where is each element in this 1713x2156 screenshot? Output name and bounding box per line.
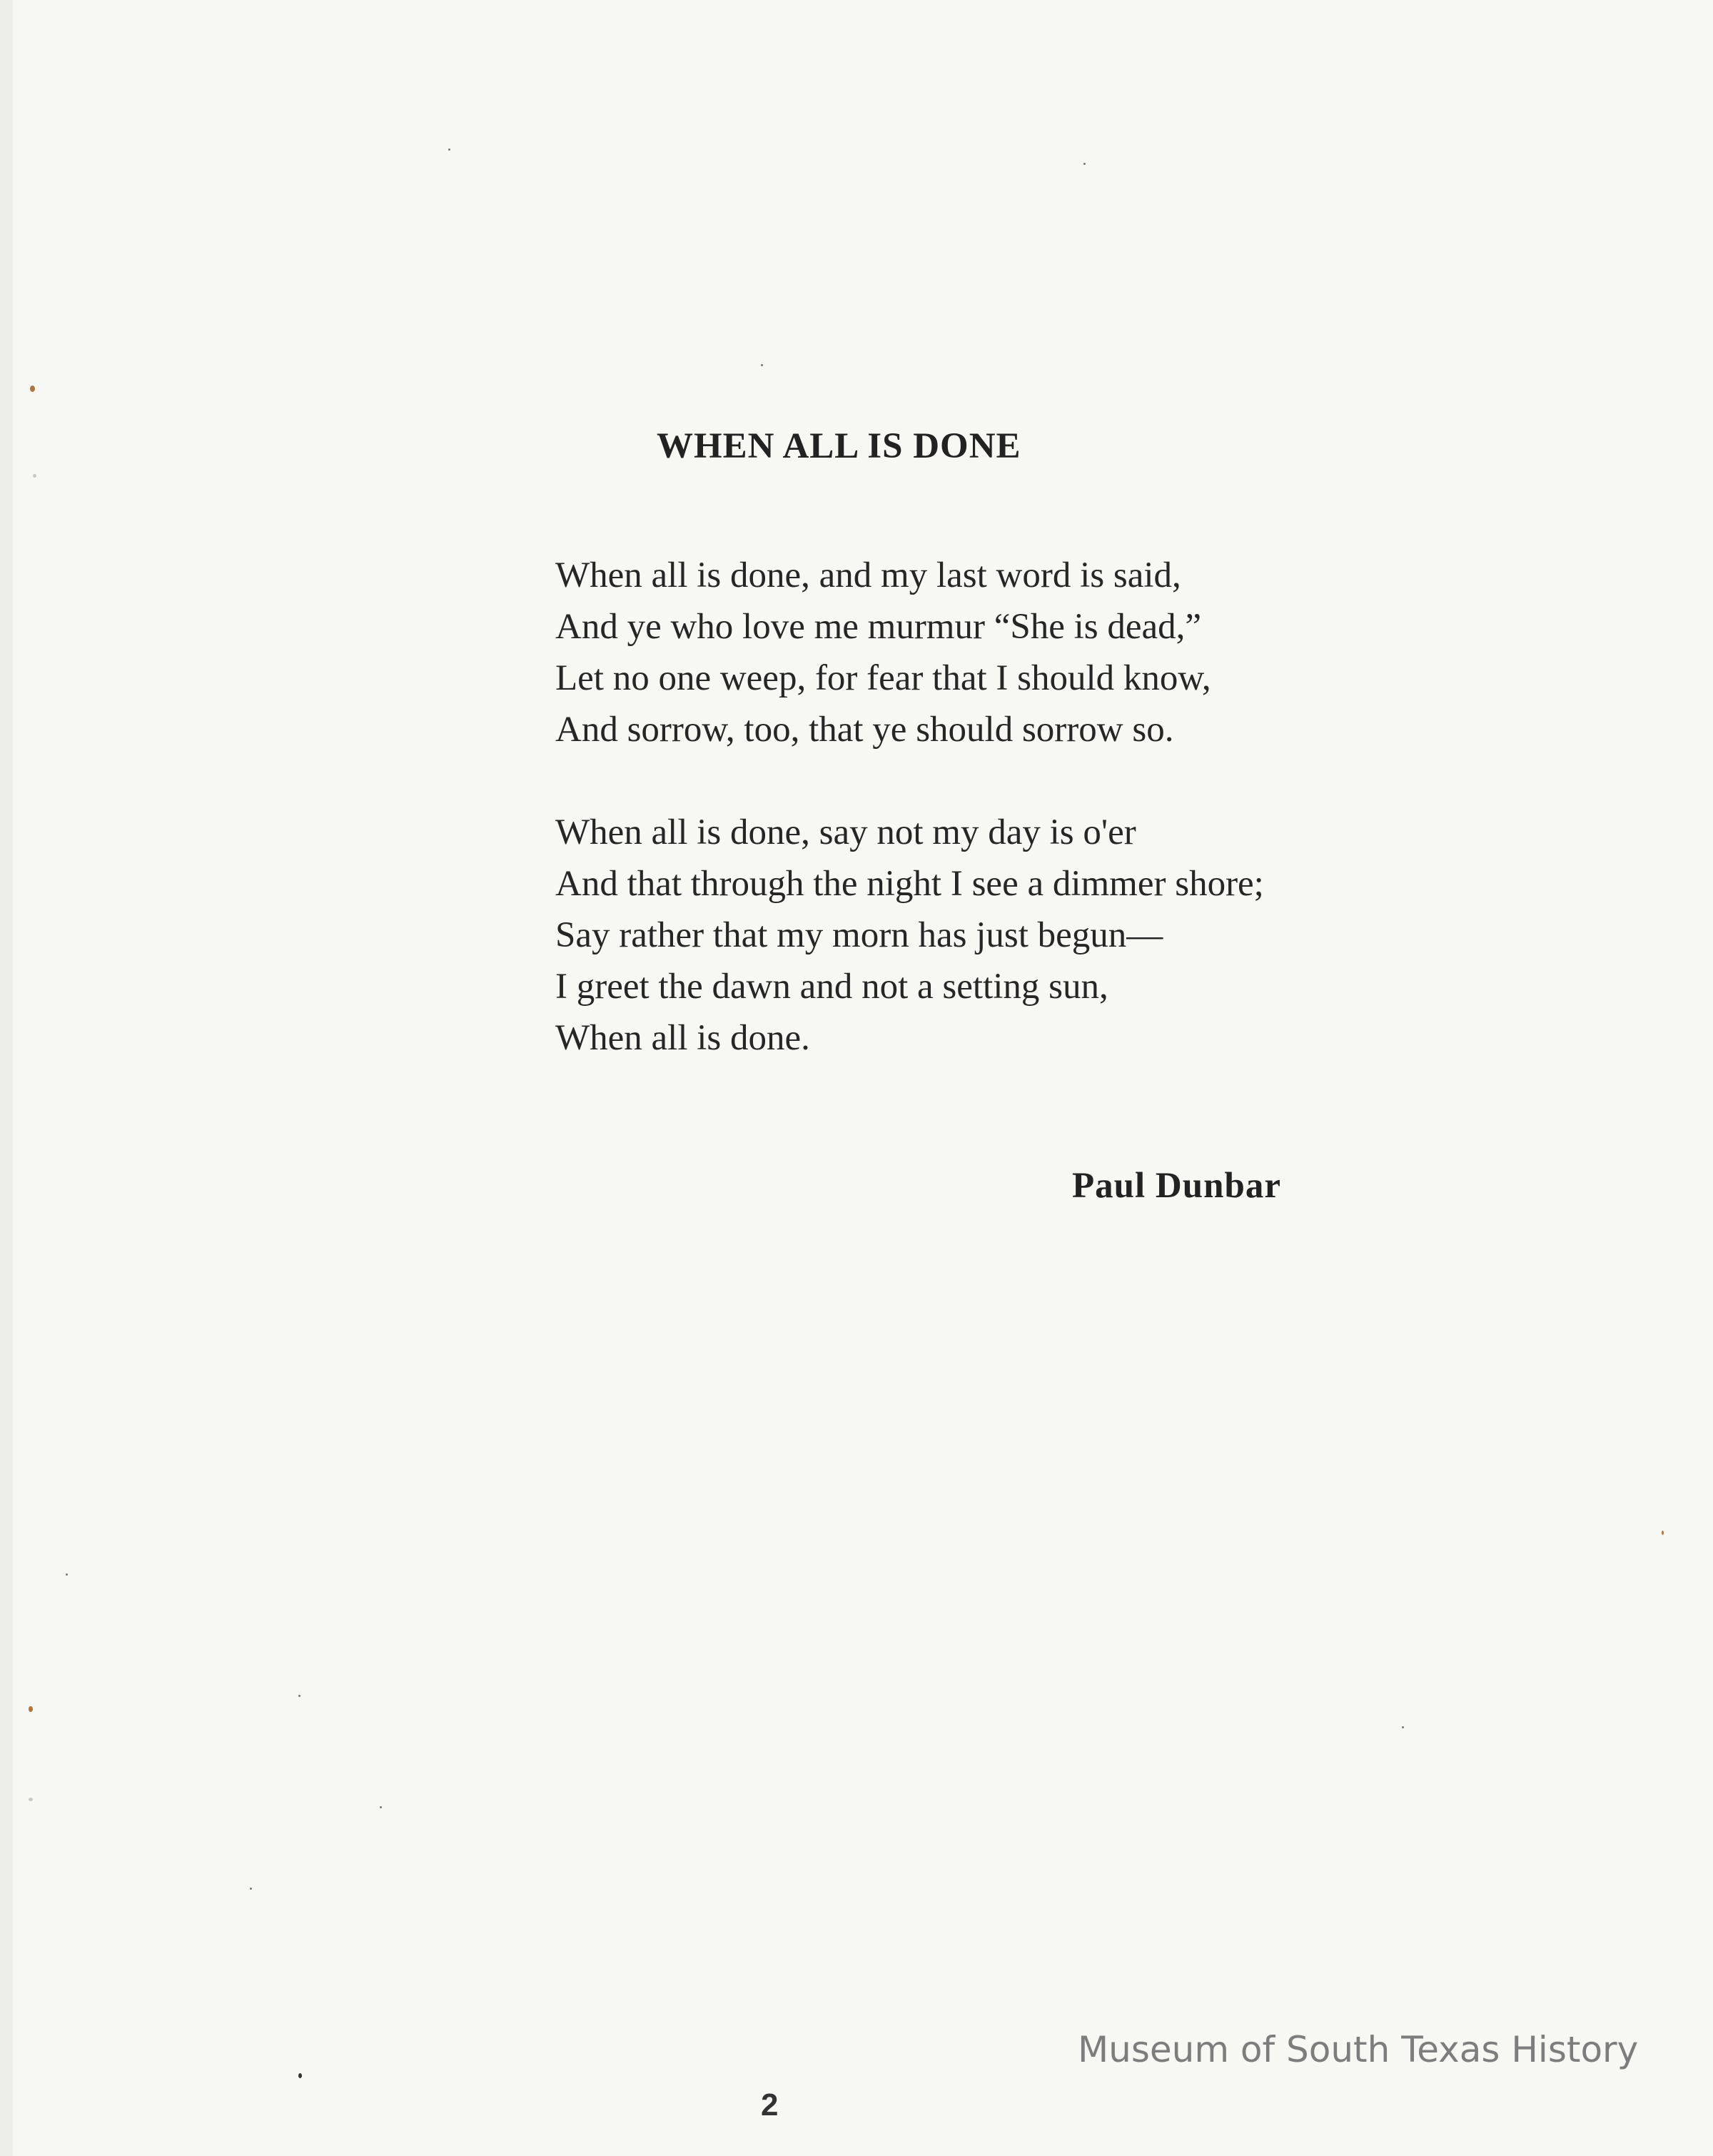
poem-line: And sorrow, too, that ye should sorrow so. (555, 710, 1174, 750)
poem-author: Paul Dunbar (1072, 1166, 1281, 1206)
paper-speck (448, 148, 450, 151)
poem-line: When all is done, and my last word is said, (555, 555, 1181, 595)
museum-watermark: Museum of South Texas History (1078, 2029, 1639, 2070)
page-number: 2 (761, 2087, 779, 2122)
paper-speck (1402, 1726, 1404, 1728)
poem-line: I greet the dawn and not a setting sun, (555, 967, 1108, 1007)
paper-speck (1083, 163, 1086, 165)
poem-line: And ye who love me murmur “She is dead,” (555, 607, 1202, 647)
poem-body (555, 550, 1264, 1064)
paper-speck (1662, 1531, 1664, 1535)
paper-speck (250, 1888, 252, 1890)
paper-speck (761, 364, 763, 366)
paper-speck (298, 1695, 300, 1697)
paper-speck (29, 1798, 33, 1801)
paper-speck (30, 386, 35, 392)
paper-speck (380, 1806, 382, 1808)
poem-line: Let no one weep, for fear that I should know, (555, 658, 1211, 698)
stanza-1 (555, 550, 1264, 755)
paper-speck (298, 2073, 302, 2078)
paper-speck (29, 1706, 33, 1712)
paper-speck (66, 1573, 68, 1576)
poem-line: And that through the night I see a dimmer shore; (555, 864, 1264, 904)
page-binding-edge (0, 0, 13, 2156)
stanza-2 (555, 807, 1264, 1064)
poem-title: WHEN ALL IS DONE (657, 426, 1021, 466)
poem-line: Say rather that my morn has just begun— (555, 915, 1163, 955)
paper-speck (33, 474, 36, 478)
poem-line: When all is done. (555, 1018, 810, 1058)
poem-line: When all is done, say not my day is o'er (555, 812, 1136, 852)
